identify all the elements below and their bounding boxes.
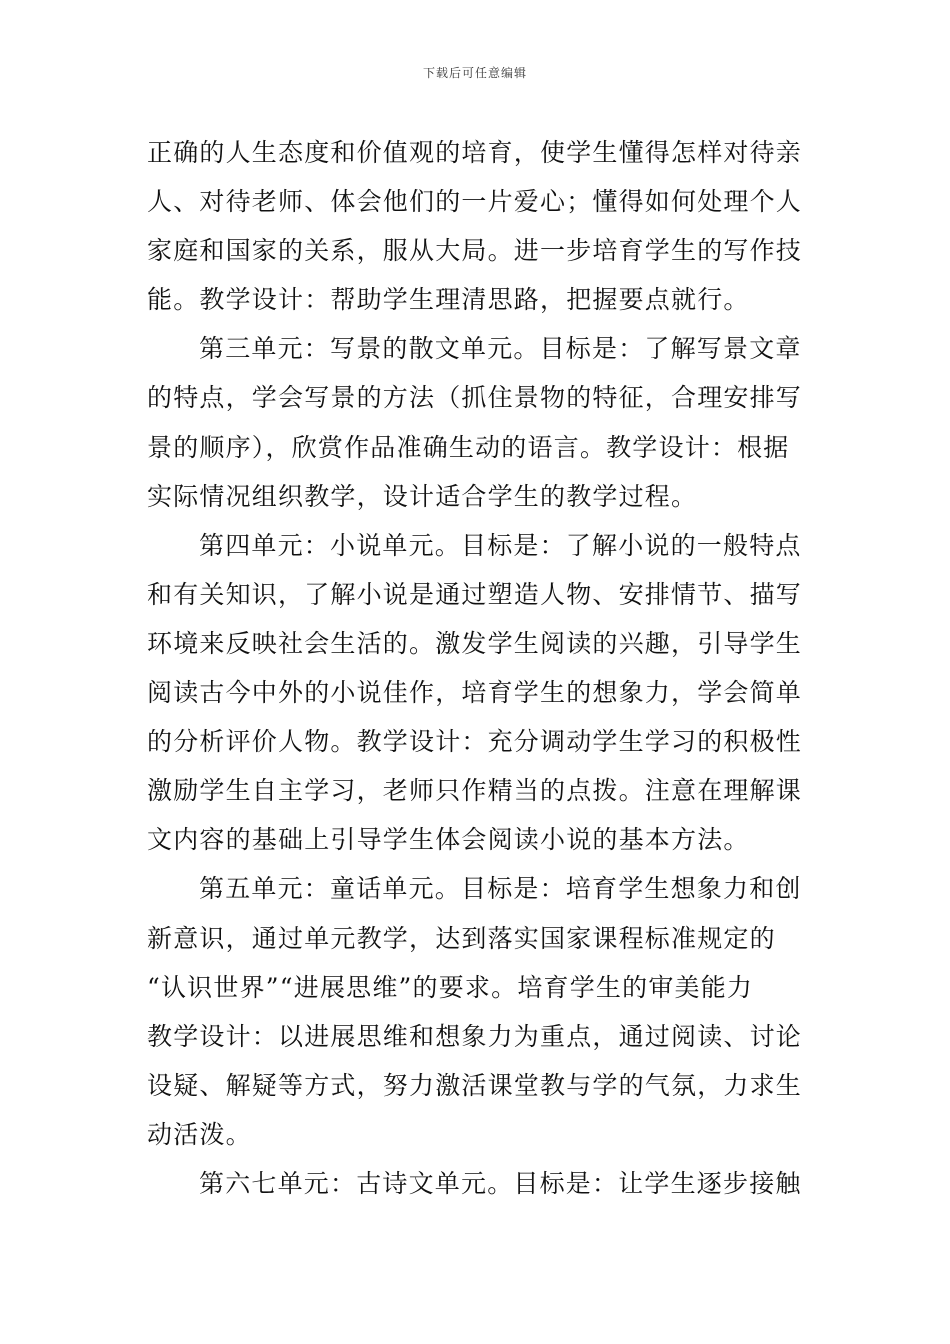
text-line: “认识世界”“进展思维”的要求。培育学生的审美能力 [147,972,754,1002]
text-line: 能。教学设计：帮助学生理清思路，把握要点就行。 [147,285,750,315]
text-line: 新意识，通过单元教学，达到落实国家课程标准规定的 [147,923,776,953]
text-line: 动活泼。 [147,1119,252,1149]
text-line: 环境来反映社会生活的。激发学生阅读的兴趣，引导学生 [147,628,803,658]
text-line: 人、对待老师、体会他们的一片爱心；懂得如何处理个人 [147,187,803,217]
paragraph-first-line: 第六七单元：古诗文单元。目标是：让学生逐步接触 [199,1168,802,1198]
text-line: 设疑、解疑等方式，努力激活课堂教与学的气氛，力求生 [147,1070,803,1100]
paragraph-first-line: 第四单元：小说单元。目标是：了解小说的一般特点 [199,530,802,560]
text-line: 教学设计：以进展思维和想象力为重点，通过阅读、讨论 [147,1021,803,1051]
document-body [147,128,807,1208]
paragraph-first-line: 第三单元：写景的散文单元。目标是：了解写景文章 [199,334,802,364]
paragraph-first-line: 第五单元：童话单元。目标是：培育学生想象力和创 [199,874,802,904]
text-line: 实际情况组织教学，设计适合学生的教学过程。 [147,481,698,511]
text-line: 激励学生自主学习，老师只作精当的点拨。注意在理解课 [147,776,803,806]
page-header: 下载后可任意编辑 [422,66,527,80]
text-line: 家庭和国家的关系，服从大局。进一步培育学生的写作技 [147,236,803,266]
text-line: 和有关知识，了解小说是通过塑造人物、安排情节、描写 [147,579,803,609]
text-line: 的分析评价人物。教学设计：充分调动学生学习的积极性 [147,727,803,757]
text-line: 阅读古今中外的小说佳作，培育学生的想象力，学会简单 [147,678,803,708]
text-line: 景的顺序），欣赏作品准确生动的语言。教学设计：根据 [147,432,790,462]
text-line: 文内容的基础上引导学生体会阅读小说的基本方法。 [147,825,750,855]
text-line: 的特点，学会写景的方法（抓住景物的特征，合理安排写 [147,383,803,413]
text-line: 正确的人生态度和价值观的培育，使学生懂得怎样对待亲 [147,138,803,167]
